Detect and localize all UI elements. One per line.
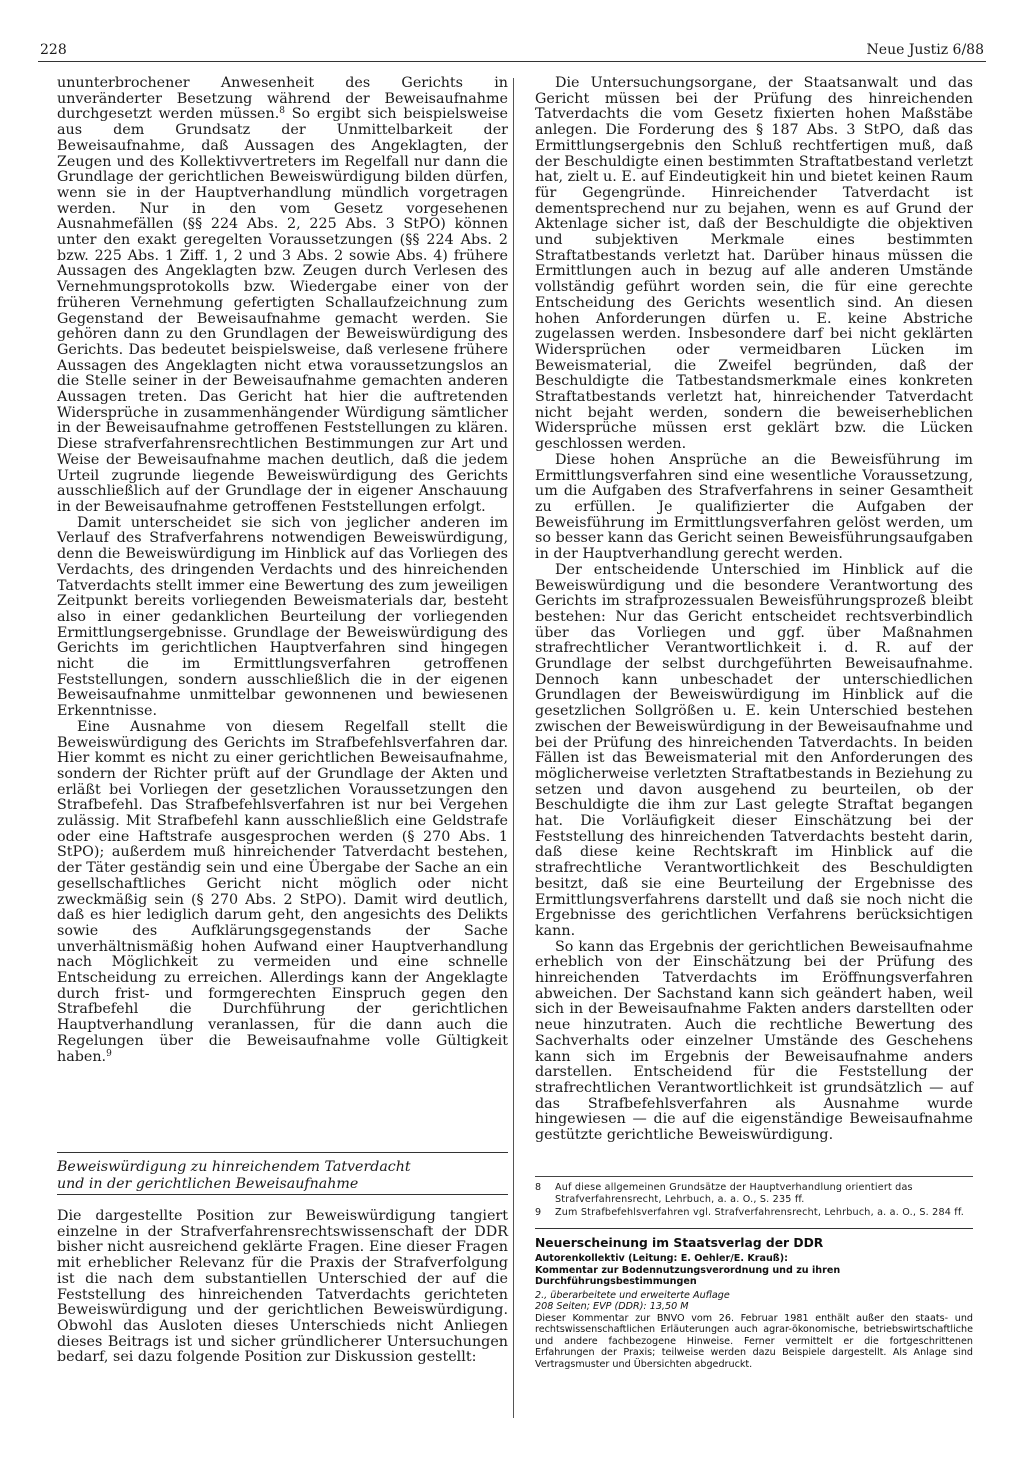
column-divider bbox=[513, 78, 514, 1418]
footnote-rule bbox=[535, 1228, 973, 1229]
page-number: 228 bbox=[40, 42, 67, 58]
footnote-rule-top bbox=[535, 1176, 973, 1177]
footnote-ref: 9 bbox=[106, 1048, 112, 1059]
right-column bbox=[535, 76, 973, 1144]
section-heading: Beweiswürdigung zu hinreichendem Tatverdacht und in der gerichtlichen Beweisaufnahme bbox=[57, 1159, 411, 1192]
publication-heading: Neuerscheinung im Staatsverlag der DDR bbox=[535, 1236, 824, 1250]
journal-reference: Neue Justiz 6/88 bbox=[866, 42, 984, 58]
paragraph: Eine Ausnahme von diesem Regelfall stellt die Beweiswürdigung des Gerichts im Strafbefehlsverfahren dar. Hier kommt es nicht zu einer gerichtlichen Beweisaufnahme, sondern der Richter prüft auf der Grundlage der Akten und erläßt bei Vorliegen der gesetzlichen Voraussetzungen den Strafbefehl. Das Strafbefehlsverfahren ist nur bei Vergehen zulässig. Mit Strafbefehl kann ausschließlich eine Geldstrafe oder eine Haftstrafe ausgesprochen werden (§ 270 Abs. 1 StPO); außerdem muß hinreichender Tatverdacht bestehen, der Täter geständig sein und eine Übergabe der Sache an ein gesellschaftliches Gericht nicht möglich oder nicht zweckmäßig sein (§ 270 Abs. 2 StPO). Damit wird deutlich, daß es hier lediglich darum geht, den angesichts des Delikts sowie des Aufklärungsgegenstands der Sache unverhältnismäßig hohen Aufwand einer Hauptverhandlung nach Möglichkeit zu vermeiden und eine schnelle Entscheidung zu erreichen. Allerdings kann der Angeklagte durch frist- und formgerechten Einspruch gegen den Strafbefehl die Durchführung der gerichtlichen Hauptverhandlung veranlassen, für die dann auch die Regelungen über die Beweisaufnahme volle Gültigkeit haben.$^9$ bbox=[57, 718, 508, 1065]
section-text: Die dargestellte Position zur Beweiswürdigung tangiert einzelne in der Strafverfahrensrechtswissenschaft der DDR bisher nicht ausreichend geklärte Fragen. Eine dieser Fragen mit erheblicher Relevanz für die Praxis der Strafverfolgung ist die nach dem substantiellen Unterschied der auf die Feststellung des hinreichenden Tatverdachts gerichteten Beweiswürdigung und der gerichtlichen Beweiswürdigung. Obwohl das Ausloten dieses Unterschieds nicht Anliegen dieses Beitrags ist und sicher gründlicherer Untersuchungen bedarf, sei dazu folgende Position zur Diskussion gestellt: bbox=[57, 1208, 508, 1366]
publication-title: Kommentar zur Bodennutzungsverordnung und zu ihren Durchführungsbestimmungen bbox=[535, 1264, 841, 1287]
paragraph: Damit unterscheidet sie sich von jeglicher anderen im Verlauf des Strafverfahrens notwendigen Beweiswürdigung, denn die Beweiswürdigung im Hinblick auf das Vorliegen des Verdachts, des dringenden Verdachts und des hinreichenden Tatverdachts stellt immer eine Bewertung des zum jeweiligen Zeitpunkt bereits vorliegenden Beweismaterials dar, besteht also in einer gedanklichen Beurteilung der vorliegenden Ermittlungsergebnisse. Grundlage der Beweiswürdigung des Gerichts im gerichtlichen Hauptverfahren sind hingegen nicht die im Ermittlungsverfahren getroffenen Feststellungen, sondern ausschließlich die in der eigenen Beweisaufnahme unmittelbar gewonnenen und bewiesenen Erkenntnisse. bbox=[57, 514, 508, 720]
publication-authors: Autorenkollektiv (Leitung: E. Oehler/E. Krauß): bbox=[535, 1253, 788, 1264]
paragraph: So kann das Ergebnis der gerichtlichen Beweisaufnahme erheblich von der Einschätzung bei der Prüfung des hinreichenden Tatverdachts im Eröffnungsverfahren abweichen. Der Sachstand kann sich geändert haben, weil sich in der Beweisaufnahme Fakten anders darstellten oder neue hinzutraten. Auch die rechtliche Bewertung des Sachverhalts oder einzelner Umstände des Geschehens kann sich im Ergebnis der Beweisaufnahme anders darstellen. Entscheidend für die Feststellung der strafrechtlichen Verantwortlichkeit ist grundsätzlich — auf das Strafbefehlsverfahren als Ausnahme wurde hingewiesen — die auf die eigenständige Beweisaufnahme gestützte gerichtliche Beweiswürdigung. bbox=[535, 938, 973, 1144]
footnote-ref: 8 bbox=[279, 106, 286, 117]
footnote: 8 Auf diese allgemeinen Grundsätze der Hauptverhandlung orientiert das Strafverfahrensrecht, Lehrbuch, a. a. O., S. 235 ff. bbox=[535, 1182, 913, 1205]
footnotes bbox=[535, 1182, 973, 1219]
publication-edition: 2., überarbeitete und erweiterte Auflage bbox=[535, 1289, 730, 1301]
header-rule bbox=[38, 61, 986, 62]
paragraph: Der entscheidende Unterschied im Hinblick auf die Beweiswürdigung und die besondere Verantwortung des Gerichts im strafprozessualen Beweisführungsprozeß bleibt bestehen: Nur das Gericht entscheidet rechtsverbindlich über das Vorliegen und ggf. über Maßnahmen strafrechtlicher Verantwortlichkeit i. d. R. auf der Grundlage der selbst durchgeführten Beweisaufnahme. Dennoch kann unbeschadet der unterschiedlichen Grundlagen der Beweiswürdigung im Hinblick auf die gesetzlichen Sollgrößen u. E. kein Unterschied bestehen zwischen der Beweiswürdigung in der Beweisaufnahme und bei der Prüfung des hinreichenden Tatverdachts. In beiden Fällen ist das Beweismaterial mit den Anforderungen des möglicherweise verletzten Straftatbestands in Beziehung zu setzen und davon ausgehend zu beurteilen, ob der Beschuldigte die ihm zur Last gelegte Straftat begangen hat. Die Vorläufigkeit dieser Einschätzung bei der Feststellung des hinreichenden Tatverdachts besteht darin, daß diese keine Rechtskraft im Hinblick auf die strafrechtliche Verantwortlichkeit des Beschuldigten besitzt, daß sie eine Beurteilung der Ergebnisse des Ermittlungsverfahrens darstellt und daß sie noch nicht die Ergebnisse des gerichtlichen Verfahrens berücksichtigen kann. bbox=[535, 561, 973, 939]
paragraph: ununterbrochener Anwesenheit des Gerichts in unveränderter Besetzung während der Beweisaufnahme durchgesetzt werden müssen.$^8$ So ergibt sich beispielsweise aus dem Grundsatz der Unmittelbarkeit der Beweisaufnahme, daß Aussagen des Angeklagten, der Zeugen und des Kollektivvertreters im Regelfall nur dann die Grundlage der gerichtlichen Beweiswürdigung bilden dürfen, wenn sie in der Hauptverhandlung mündlich vorgetragen werden. Nur in den vom Gesetz vorgesehenen Ausnahmefällen (§§ 224 Abs. 2, 225 Abs. 3 StPO) können unter den exakt geregelten Voraussetzungen (§§ 224 Abs. 2 bzw. 225 Abs. 1 Ziff. 1, 2 und 3 Abs. 2 sowie Abs. 4) frühere Aussagen des Angeklagten bzw. Zeugen durch Verlesen des Vernehmungsprotokolls bzw. Wiedergabe einer von der früheren Vernehmung gefertigten Schallaufzeichnung zum Gegenstand der Beweisaufnahme gemacht werden. Sie gehören dann zu den Grundlagen der Beweiswürdigung des Gerichts. Das bedeutet beispielsweise, daß verlesene frühere Aussagen des Angeklagten nicht etwa voraussetzungslos an die Stelle seiner in der Beweisaufnahme gemachten anderen Aussagen treten. Das Gericht hat hier die auftretenden Widersprüche in zusammenhängender Würdigung sämtlicher in der Beweisaufnahme getroffenen Feststellungen zu klären. Diese strafverfahrensrechtlichen Bestimmungen zur Art und Weise der Beweisaufnahme machen deutlich, daß die jedem Urteil zugrunde liegende Beweiswürdigung des Gerichts ausschließlich auf der Grundlage der in eigener Anschauung in der Beweisaufnahme getroffenen Feststellungen erfolgt. bbox=[57, 75, 509, 515]
subheading-rule-bottom bbox=[57, 1194, 508, 1195]
publication-description: Dieser Kommentar zur BNVO vom 26. Februar 1981 enthält außer den staats- und rechtswissenschaftlichen Erläuterungen auch agrar-ökonomische, betriebswirtschaftliche und andere fachbezogene Hinweise. Ferner vermittelt er die fortgeschrittenen Erfahrungen der Praxis; teilweise werden dazu Beispiele dargestellt. Als Anlage sind Vertragsmuster und Übersichten abgedruckt. bbox=[535, 1312, 973, 1370]
publication-notice bbox=[535, 1236, 973, 1370]
subheading-rule-top bbox=[57, 1152, 508, 1153]
footnote: 9 Zum Strafbefehlsverfahren vgl. Strafverfahrensrecht, Lehrbuch, a. a. O., S. 284 ff. bbox=[535, 1206, 965, 1218]
paragraph: Die Untersuchungsorgane, der Staatsanwalt und das Gericht müssen bei der Prüfung des hinreichenden Tatverdachts die vom Gesetz fixierten hohen Maßstäbe anlegen. Die Forderung des § 187 Abs. 3 StPO, daß das Ermittlungsergebnis den Schluß rechtfertigen muß, daß der Beschuldigte einen bestimmten Straftatbestand verletzt hat, zielt u. E. auf Eindeutigkeit hin und bietet keinen Raum für Gegengründe. Hinreichender Tatverdacht ist dementsprechend nur zu bejahen, wenn es auf Grund der Aktenlage sicher ist, daß der Beschuldigte die objektiven und subjektiven Merkmale eines bestimmten Straftatbestands verletzt hat. Darüber hinaus müssen die Ermittlungen auch in bezug auf alle anderen Umstände vollständig geführt worden sein, die für eine gerechte Entscheidung des Gerichts wesentlich sind. An diesen hohen Anforderungen dürfen u. E. keine Abstriche zugelassen werden. Insbesondere darf bei nicht geklärten Widersprüchen oder vermeidbaren Lücken im Beweismaterial, die Zweifel begründen, daß der Beschuldigte die Tatbestandsmerkmale eines konkreten Straftatbestands verletzt hat, hinreichender Tatverdacht nicht bejaht werden, sondern die beweiserheblichen Widersprüche müssen erst geklärt bzw. die Lücken geschlossen werden. bbox=[535, 75, 973, 453]
left-column bbox=[57, 76, 508, 1065]
publication-details: 208 Seiten; EVP (DDR): 13,50 M bbox=[535, 1301, 689, 1312]
paragraph: Diese hohen Ansprüche an die Beweisführung im Ermittlungsverfahren sind eine wesentliche Voraussetzung, um die Aufgaben des Strafverfahrens in seiner Gesamtheit zu erfüllen. Je qualifizierter die Aufgaben der Beweisführung im Ermittlungsverfahren gelöst werden, um so besser kann das Gericht seinen Beweisführungsaufgaben in der Hauptverhandlung gerecht werden. bbox=[535, 451, 973, 563]
